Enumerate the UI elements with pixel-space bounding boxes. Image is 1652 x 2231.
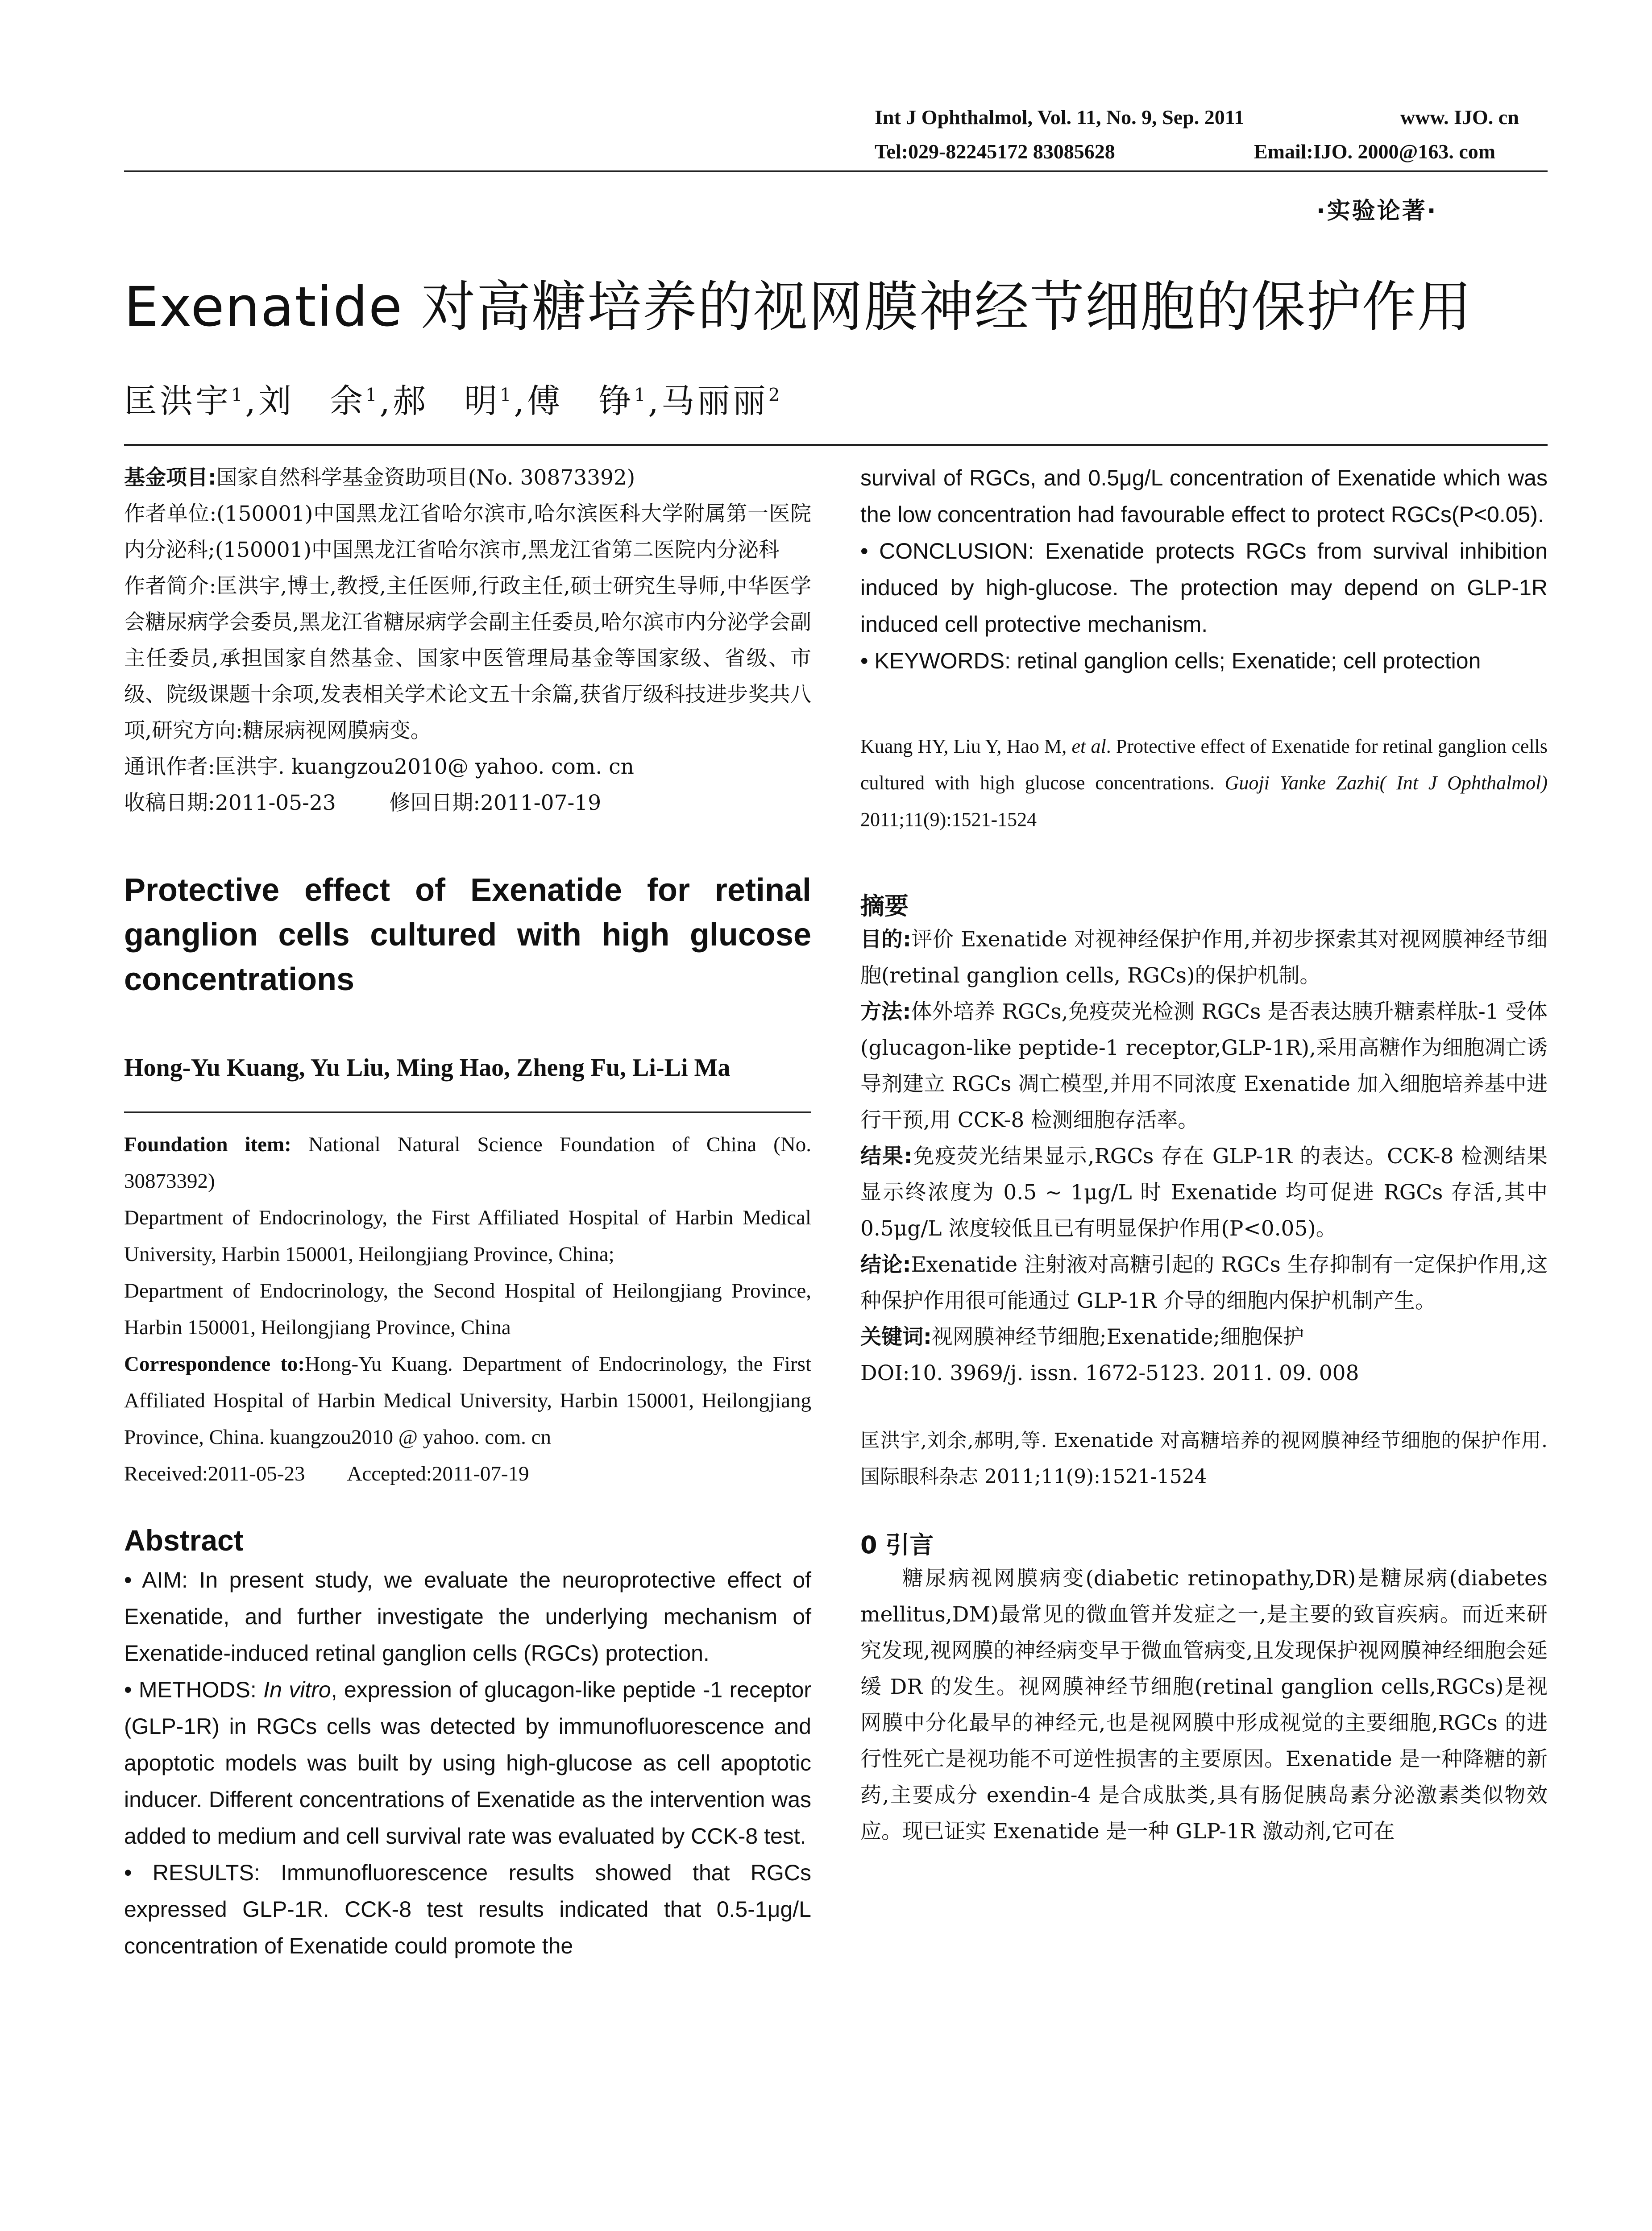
authors-en: Hong-Yu Kuang, Yu Liu, Ming Hao, Zheng Fu, Li-Li Ma: [124, 1054, 731, 1082]
abstract-cn-methods: 方法:体外培养 RGCs,免疫荧光检测 RGCs 是否表达胰升糖素样肽-1 受体(glucagon-like peptide-1 receptor,GLP-1R),采用高糖作为细胞凋亡诱导剂建立 RGCs 凋亡模型,并用不同浓度 Exenatide 加入细胞培养基中进行干预,用 CCK-8 检测细胞存活率。: [860, 999, 1548, 1132]
authors-cn: 匡洪宇$^1$,刘 余$^1$,郝 明$^1$,傅 铮$^1$,马丽丽$^2$: [124, 382, 783, 420]
abstract-cn-aim: 目的:评价 Exenatide 对视神经保护作用,并初步探索其对视网膜神经节细胞(retinal ganglion cells, RGCs)的保护机制。: [860, 927, 1548, 988]
abstract-results: • RESULTS: Immunofluorescence results showed that RGCs expressed GLP-1R. CCK-8 test results indicated that 0.5-1μg/L concentration of Exenatide could promote the: [124, 1860, 811, 1958]
left-column: [124, 460, 811, 1964]
journal-line: Int J Ophthalmol, Vol. 11, No. 9, Sep. 2011: [875, 106, 1245, 129]
journal-tel: Tel:029-82245172 83085628: [875, 140, 1115, 163]
dates-cn: 收稿日期:2011-05-23 修回日期:2011-07-19: [124, 791, 602, 815]
paper-title-cn: Exenatide 对高糖培养的视网膜神经节细胞的保护作用: [124, 275, 1473, 339]
intro-heading: 0 引言: [860, 1531, 934, 1559]
abstract-methods: • METHODS: In vitro, expression of glucagon-like peptide -1 receptor (GLP-1R) in RGCs cells was detected by immunofluorescence and apoptotic models was built by using high-glucose as cell apoptotic inducer. Different concentrations of Exenatide as the intervention was added to medium and cell survival rate was evaluated by CCK-8 test.: [124, 1677, 811, 1849]
author-cn: 刘 余: [258, 382, 365, 420]
corresponding-author-cn: 通讯作者:匡洪宇. kuangzou2010@ yahoo. com. cn: [124, 755, 634, 779]
journal-email: Email:IJO. 2000@163. com: [1254, 140, 1496, 163]
right-column: [860, 460, 1548, 1849]
title-rule: [124, 444, 1548, 446]
paper-title-en: Protective effect of Exenatide for retinal ganglion cells cultured with high glucose concentrations: [124, 872, 811, 997]
affiliation-2: Department of Endocrinology, the Second Hospital of Heilongjiang Province, Harbin 150001, Heilongjiang Province, China: [124, 1279, 811, 1339]
author-bio-cn: 作者简介:匡洪宇,博士,教授,主任医师,行政主任,硕士研究生导师,中华医学会糖尿病学会委员,黑龙江省糖尿病学会副主任委员,哈尔滨市内分泌学会副主任委员,承担国家自然基金、国家中医管理局基金等国家级、省级、市级、院级课题十余项,发表相关学术论文五十余篇,获省厅级科技进步奖共八项,研究方向:糖尿病视网膜病变。: [124, 574, 811, 743]
abstract-results-cont: survival of RGCs, and 0.5μg/L concentration of Exenatide which was the low concentration had favourable effect to protect RGCs(P<0.05).: [860, 465, 1548, 527]
author-aff: 1: [634, 385, 648, 406]
citation-en: Kuang HY, Liu Y, Hao M, et al. Protective effect of Exenatide for retinal ganglion cells cultured with high glucose concentrations. Guoji Yanke Zazhi( Int J Ophthalmol) 2011;11(9):1521-1524: [860, 735, 1548, 830]
abstract-conclusion: • CONCLUSION: Exenatide protects RGCs from survival inhibition induced by high-glucose. The protection may depend on GLP-1R induced cell protective mechanism.: [860, 539, 1548, 637]
foundation-item: Foundation item: National Natural Science Foundation of China (No. 30873392): [124, 1133, 811, 1193]
citation-cn: 匡洪宇,刘余,郝明,等. Exenatide 对高糖培养的视网膜神经节细胞的保护作用. 国际眼科杂志 2011;11(9):1521-1524: [860, 1429, 1548, 1488]
abstract-heading: Abstract: [124, 1524, 244, 1557]
author-cn: 马丽丽: [661, 382, 768, 420]
header-rule: [124, 170, 1548, 172]
abstract-keywords: • KEYWORDS: retinal ganglion cells; Exenatide; cell protection: [860, 648, 1481, 673]
intro-paragraph: 糖尿病视网膜病变(diabetic retinopathy,DR)是糖尿病(diabetes mellitus,DM)最常见的微血管并发症之一,是主要的致盲疾病。而近来研究发现,视网膜的神经病变早于微血管病变,且发现保护视网膜神经细胞会延缓 DR 的发生。视网膜神经节细胞(retinal ganglion cells,RGCs)是视网膜中分化最早的神经元,也是视网膜中形成视觉的主要细胞,RGCs 的进行性死亡是视功能不可逆性损害的主要原因。Exenatide 是一种降糖的新药,主要成分 exendin-4 是合成肽类,具有肠促胰岛素分泌激素类似物效应。现已证实 Exenatide 是一种 GLP-1R 激动剂,它可在: [860, 1566, 1548, 1844]
author-aff: 1: [365, 385, 380, 406]
abstract-cn-conclusion: 结论:Exenatide 注射液对高糖引起的 RGCs 生存抑制有一定保护作用,这种保护作用很可能通过 GLP-1R 介导的细胞内保护机制产生。: [860, 1252, 1548, 1313]
affiliation-1: Department of Endocrinology, the First Affiliated Hospital of Harbin Medical University, Harbin 150001, Heilongjiang Province, China;: [124, 1206, 811, 1266]
journal-website: www. IJO. cn: [1400, 106, 1519, 129]
correspondence: Correspondence to:Hong-Yu Kuang. Department of Endocrinology, the First Affiliated Hospital of Harbin Medical University, Harbin 150001, Heilongjiang Province, China. kuangzou2010 @ yahoo. com. cn: [124, 1352, 811, 1449]
author-aff: 2: [768, 385, 783, 406]
fund-item-cn: 基金项目:国家自然科学基金资助项目(No. 30873392): [124, 465, 635, 490]
abstract-cn-heading: 摘要: [860, 892, 909, 920]
abstract-cn-results: 结果:免疫荧光结果显示,RGCs 存在 GLP-1R 的表达。CCK-8 检测结果显示终浓度为 0.5 ~ 1μg/L 时 Exenatide 均可促进 RGCs 存活,其中 0.5μg/L 浓度较低且已有明显保护作用(P<0.05)。: [860, 1144, 1548, 1241]
author-unit-cn: 作者单位:(150001)中国黑龙江省哈尔滨市,哈尔滨医科大学附属第一医院内分泌科;(150001)中国黑龙江省哈尔滨市,黑龙江省第二医院内分泌科: [124, 502, 811, 562]
dates-en: Received:2011-05-23 Accepted:2011-07-19: [124, 1462, 529, 1485]
author-aff: 1: [231, 385, 245, 406]
abstract-aim: • AIM: In present study, we evaluate the neuroprotective effect of Exenatide, and further investigate the underlying mechanism of Exenatide-induced retinal ganglion cells (RGCs) protection.: [124, 1568, 811, 1666]
author-aff: 1: [499, 385, 514, 406]
doi: DOI:10. 3969/j. issn. 1672-5123. 2011. 09. 008: [860, 1361, 1359, 1385]
section-tag: ·实验论著·: [1316, 198, 1438, 224]
author-cn: 匡洪宇: [124, 382, 231, 420]
author-cn: 郝 明: [392, 382, 500, 420]
author-cn: 傅 铮: [527, 382, 634, 420]
keywords-cn: 关键词:视网膜神经节细胞;Exenatide;细胞保护: [860, 1325, 1304, 1349]
